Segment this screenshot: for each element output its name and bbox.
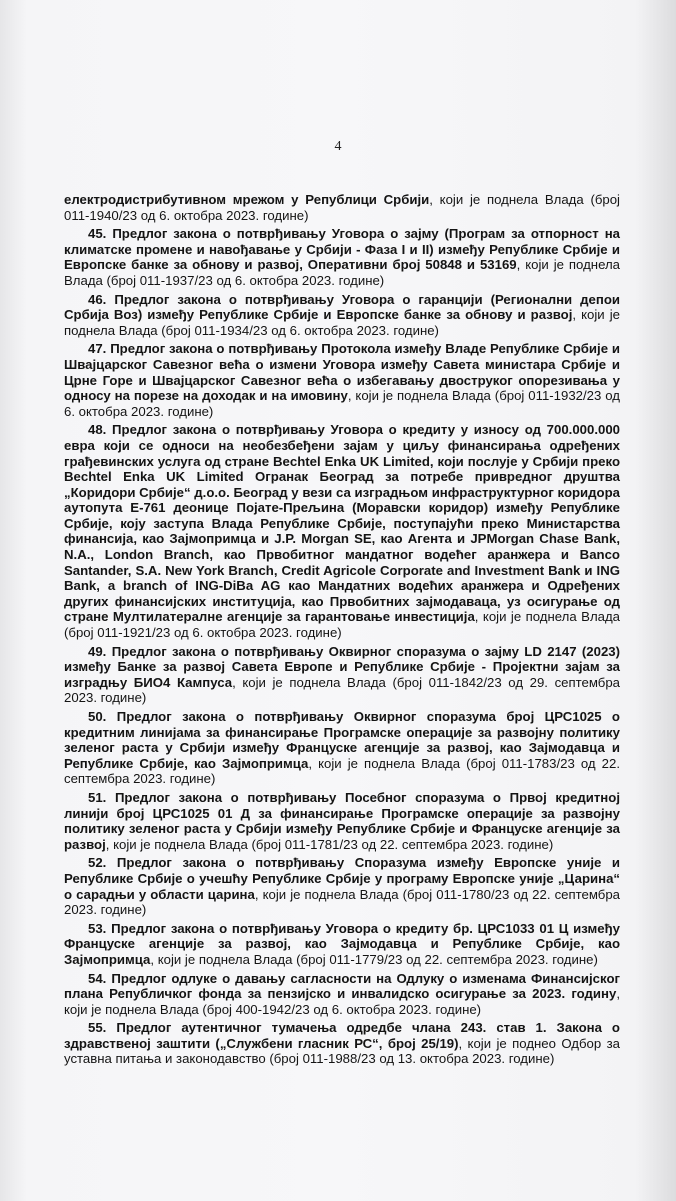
item-title: Предлог закона о потврђивању Оквирног споразума број ЦРС1025 о кредитним линијама за финансирање Програмске операције за развојну политику зеленог раста у Србији између Француске агенције за развој, као Зајмодавца и Републике Србије, као Зајмопримца xyxy=(64,709,620,771)
item-submitter: , који је поднела Влада (број 011-1780/23 од 22. септембра 2023. године) xyxy=(64,886,620,918)
item-number: 54. xyxy=(88,970,107,986)
item-title: Предлог закона о потврђивању Уговора о зајму (Програм за отпорност на климатске промене и навођавање у Србији - Фаза I и II) између Републике Србије и Европске банке за обнову и развој, Оперативни број 50848 и 53169 xyxy=(64,226,620,273)
item-title: Предлог закона о потврђивању Посебног споразума о Првој кредитној линији број ЦРС1025 01 Д за финансирање Програмске операције за развојну политику зеленог раста у Србији између Републике Србије и Француске агенције за развој xyxy=(64,789,620,852)
item-title: Предлог закона о потврђивању Уговора о кредиту бр. ЦРС1033 01 Ц између Француске агенције за развој, као Зајмодавца и Републике Србије, као Зајмопримца xyxy=(64,920,620,967)
item-title: Предлог закона о потврђивању Протокола између Владе Републике Србије и Швајцарског Савезног већа о измени Уговора између Савета министара Србије и Црне Горе и Швајцарског Савезног већа о избегавању двоструког опорезивања у односу на порезе на доходак и на имовину xyxy=(64,341,620,404)
item-submitter: , који је поднела Влада (број 400-1942/23 од 6. октобра 2023. године) xyxy=(64,986,620,1017)
item-submitter: , који је поднела Влада (број 011-1940/23 од 6. октобра 2023. године) xyxy=(64,192,620,223)
item-title: Предлог аутентичног тумачења одредбе члана 243. став 1. Закона о здравственој заштити („Службени гласник РС“, број 25/19) xyxy=(64,1020,620,1051)
agenda-item-49 xyxy=(64,644,620,706)
item-submitter: , који је поднела Влада (број 011-1937/23 од 6. октобра 2023. године) xyxy=(64,257,620,288)
item-submitter: , који је поднела Влада (број 011-1781/23 од 22. септембра 2023. године) xyxy=(105,836,554,852)
agenda-item-55 xyxy=(64,1020,620,1067)
agenda-item-54 xyxy=(64,971,620,1018)
item-number: 45. xyxy=(88,226,107,242)
item-submitter: , који је поднела Влада (број 011-1779/23 од 22. септембра 2023. године) xyxy=(150,951,598,967)
item-submitter: , који је поднела Влада (број 011-1932/23 од 6. октобра 2023. године) xyxy=(64,388,620,419)
item-number: 52. xyxy=(88,855,107,871)
item-number: 53. xyxy=(88,920,107,936)
item-title: електродистрибутивном мрежом у Републици Србији xyxy=(64,192,430,207)
item-number: 47. xyxy=(88,341,107,357)
agenda-item-46 xyxy=(64,292,620,339)
item-submitter: , који је поднела Влада (број 011-1934/23 од 6. октобра 2023. године) xyxy=(64,307,620,338)
item-submitter: , који је поднео Одбор за уставна питања и законодавство (број 011-1988/23 од 13. октобра 2023. године) xyxy=(64,1035,620,1067)
item-submitter: , који је поднела Влада (број 011-1783/23 од 22. септембра 2023. године) xyxy=(64,755,620,787)
agenda-item-48 xyxy=(64,422,620,640)
agenda-item-53 xyxy=(64,921,620,968)
item-submitter: , који је поднела Влада (број 011-1842/23 од 29. септембра 2023. године) xyxy=(64,674,621,706)
item-number: 46. xyxy=(88,291,107,307)
agenda-list xyxy=(64,192,620,1070)
agenda-item-50 xyxy=(64,709,620,787)
item-title: Предлог одлуке о давању сагласности на Одлуку о изменама Финансијског плана Републичког фонда за пензијско и инвалидско осигурање за 2023. годину xyxy=(64,970,620,1002)
item-number: 50. xyxy=(88,709,107,724)
agenda-item-51 xyxy=(64,790,620,852)
item-number: 48. xyxy=(88,422,107,438)
item-number: 49. xyxy=(88,643,107,659)
agenda-item-47 xyxy=(64,341,620,419)
continued-item xyxy=(64,192,620,223)
agenda-item-52 xyxy=(64,855,620,917)
item-title: Предлог закона о потврђивању Оквирног споразума о зајму LD 2147 (2023) између Банке за развој Савета Европе и Републике Србије - Пројектни зајам за изградњу БИО4 Кампуса xyxy=(64,643,620,690)
item-number: 51. xyxy=(88,789,107,805)
item-title: Предлог закона о потврђивању Споразума између Европске уније и Републике Србије о учешћу Републике Србије у програму Европске уније „Царина“ о сарадњи у области царина xyxy=(64,855,620,902)
agenda-item-45 xyxy=(64,226,620,288)
item-title: Предлог закона о потврђивању Уговора о кредиту у износу од 700.000.000 евра који се односи на необезбеђени зајам у циљу финансирања одређених грађевинских услуга од стране Bechtel Enka UK Limited, који послује у Србији преко Bechtel Enka UK Limited Огранак Београд за потребе привредног друштва „Коридори Србије“ д.о.о. Београд у вези са изградњом инфраструктурног коридора аутопута Е-761 деонице Појате-Прељина (Моравски коридор) између Републике Србије, коју заступа Влада Републике Србије, поступајући преко Министарства финансија, као Зајмопримца и J.P. Morgan SE, као Агента и JPMorgan Chase Bank, N.A., London Branch, као Првобитног мандатног водећег аранжера и Banco Santander, S.A. New York Branch, Credit Agricole Corporate and Investment Bank и ING Bank, a branch of ING-DiBa AG као Мандатних водећих аранжера и Одређених других финансијских институција, као Првобитних зајмодаваца, уз осигурање од стране Мултилатералне агенције за гарантовање инвестиција xyxy=(64,422,620,625)
item-number: 55. xyxy=(88,1020,107,1036)
page-number: 4 xyxy=(334,139,342,154)
item-submitter: , који је поднела Влада (број 011-1921/23 од 6. октобра 2023. године) xyxy=(64,609,621,641)
item-title: Предлог закона о потврђивању Уговора о гаранцији (Регионални депои Србија Воз) између Републике Србије и Европске банке за обнову и развој xyxy=(64,291,620,323)
